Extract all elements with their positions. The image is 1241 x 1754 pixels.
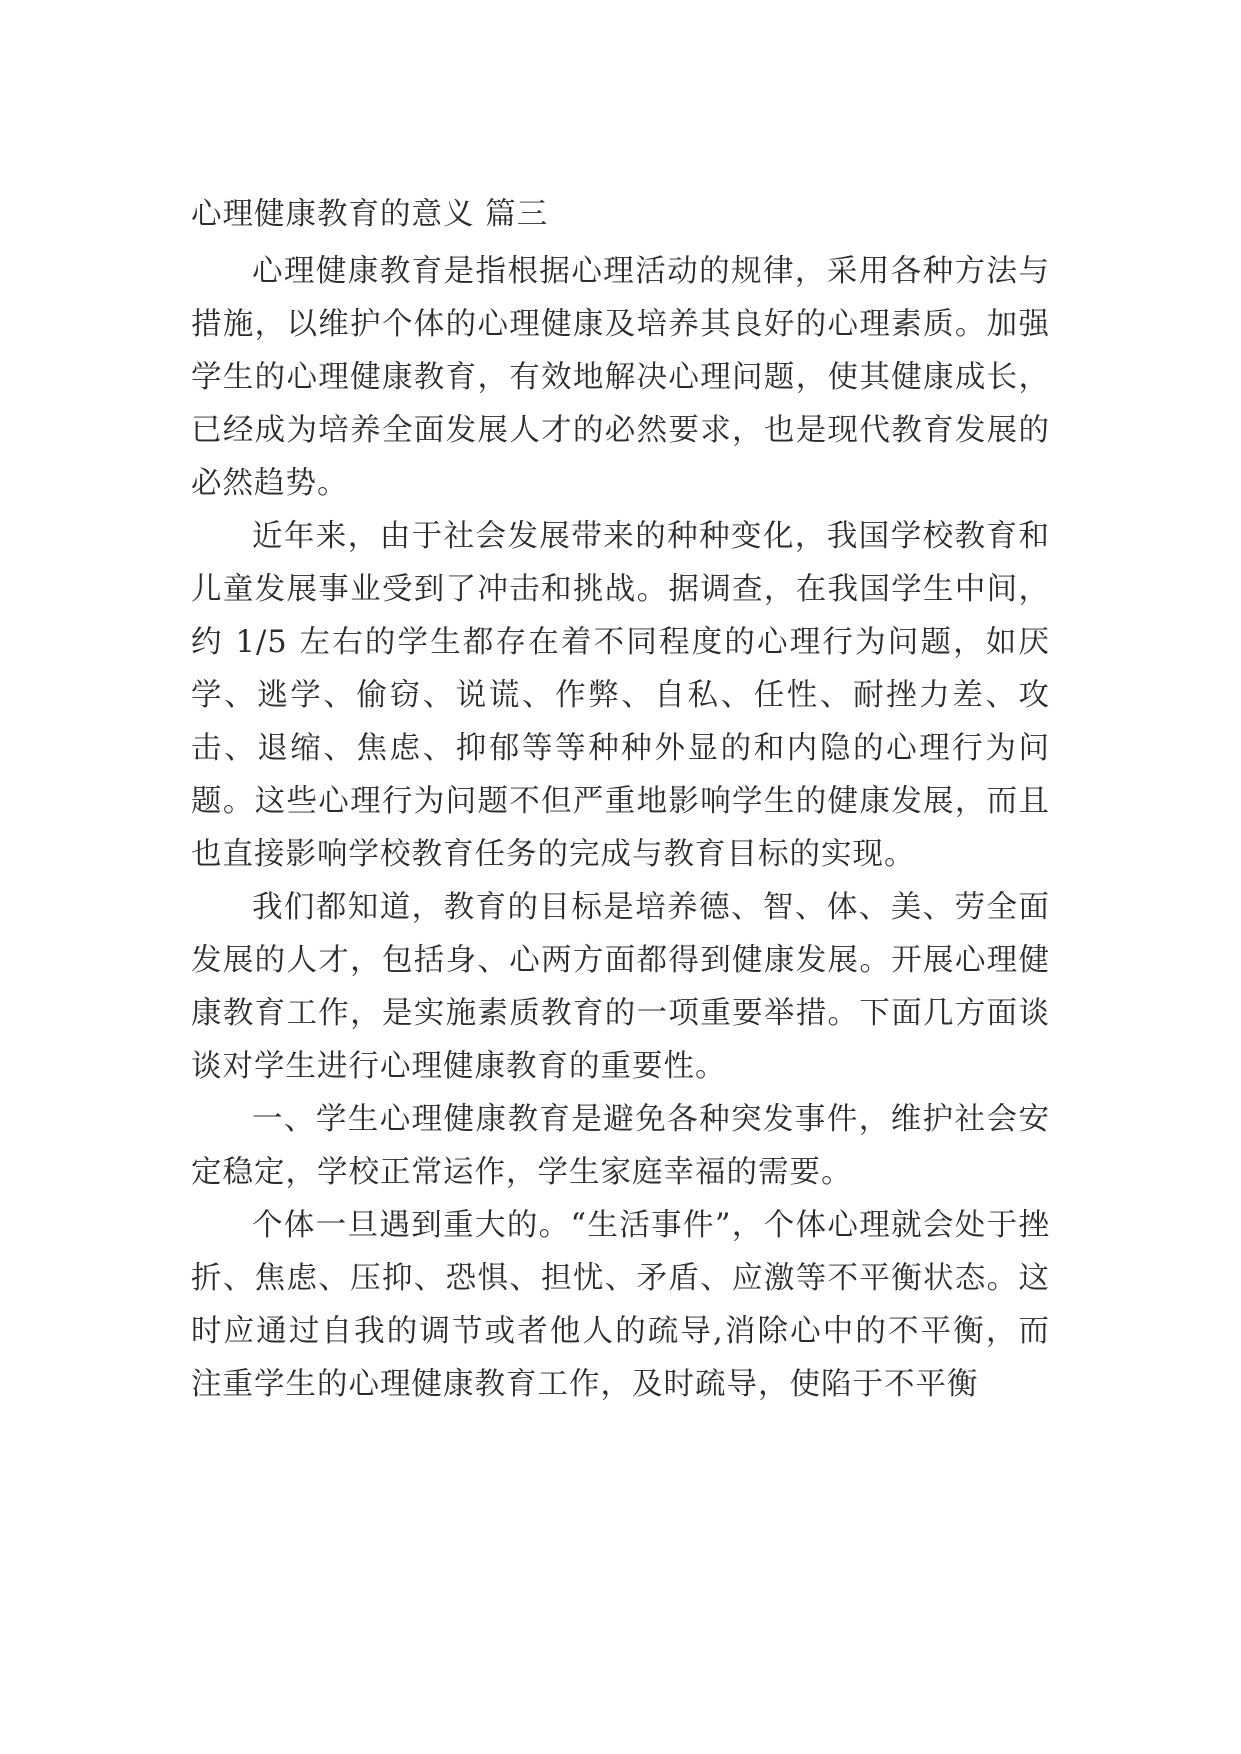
document-title: 心理健康教育的意义 篇三	[191, 197, 549, 232]
paragraph-2: 近年来，由于社会发展带来的种种变化，我国学校教育和儿童发展事业受到了冲击和挑战。据调查，在我国学生中间，约 1/5 左右的学生都存在着不同程度的心理行为问题，如厌学、逃学、偷窃、说谎、作弊、自私、任性、耐挫力差、攻击、退缩、焦虑、抑郁等等种种外显的和内隐的心理行为问题。这些心理行为问题不但严重地影响学生的健康发展，而且也直接影响学校教育任务的完成与教育目标的实现。	[191, 519, 1050, 872]
paragraph-5: 个体一旦遇到重大的。“生活事件”，个体心理就会处于挫折、焦虑、压抑、恐惧、担忧、矛盾、应激等不平衡状态。这时应通过自我的调节或者他人的疏导,消除心中的不平衡，而注重学生的心理健康教育工作，及时疏导，使陷于不平衡	[191, 1208, 1050, 1402]
paragraph-3: 我们都知道，教育的目标是培养德、智、体、美、劳全面发展的人才，包括身、心两方面都得到健康发展。开展心理健康教育工作，是实施素质教育的一项重要举措。下面几方面谈谈对学生进行心理健康教育的重要性。	[191, 890, 1050, 1084]
paragraph-1: 心理健康教育是指根据心理活动的规律，采用各种方法与措施，以维护个体的心理健康及培养其良好的心理素质。加强学生的心理健康教育，有效地解决心理问题，使其健康成长，已经成为培养全面发展人才的必然要求，也是现代教育发展的必然趋势。	[191, 254, 1050, 501]
document-body	[191, 188, 1050, 1411]
paragraph-4: 一、学生心理健康教育是避免各种突发事件，维护社会安定稳定，学校正常运作，学生家庭幸福的需要。	[191, 1102, 1050, 1190]
